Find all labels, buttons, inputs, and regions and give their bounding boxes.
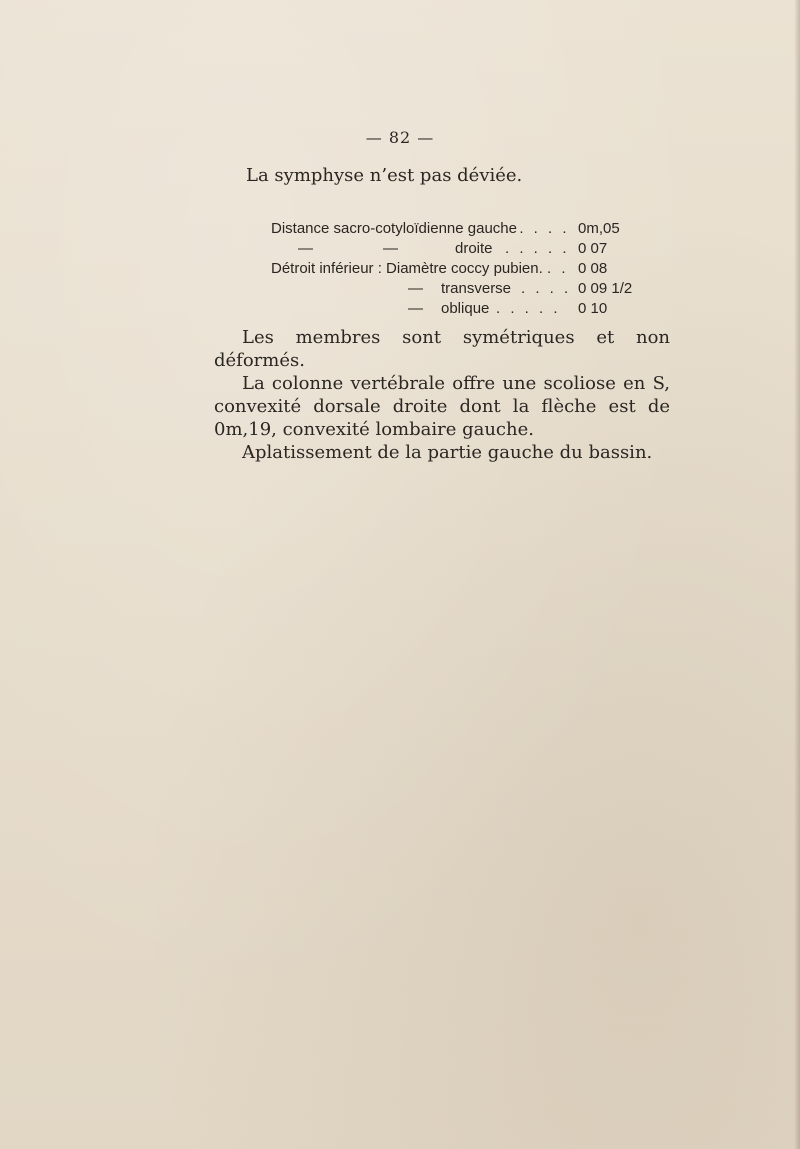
measurement-value: 0m,05 [578,220,620,237]
measurement-label: Détroit inférieur : Diamètre coccy pubien. [271,260,543,277]
leader-dots: . . . . . [496,300,561,317]
leader-dots: . . . . [521,280,572,297]
page-number: — 82 — [365,128,435,147]
paragraph: La colonne vertébrale offre une scoliose en S, convexité dorsale droite dont la flèche est de 0m,19, convexité lombaire gauche. [214,373,670,440]
measurement-label: transverse [441,280,512,297]
measurement-value: 0 10 [578,300,608,317]
leader-dots: . . [547,260,569,277]
measurement-label: oblique [441,300,490,317]
leader-dots: . . . . . [505,220,570,237]
ditto-dash: — [383,240,398,257]
measurement-value: 0 08 [578,260,608,277]
paragraph: Aplatissement de la partie gauche du bassin. [242,442,653,463]
page-edge-shadow [794,0,800,1149]
ditto-dash: — [298,240,313,257]
symphyse-sentence: La symphyse n’est pas déviée. [246,165,523,186]
paragraph: Les membres sont symétriques et non déformés. [214,327,670,371]
measurement-label: droite [455,240,493,257]
measurement-value: 0 09 1/2 [578,280,633,297]
measurement-value: 0 07 [578,240,608,257]
measurement-label: Distance sacro-cotyloïdienne gauche [271,220,517,237]
body-text [214,326,670,464]
leader-dots: . . . . . [505,240,570,257]
ditto-dash: — [408,280,423,297]
ditto-dash: — [408,300,423,317]
